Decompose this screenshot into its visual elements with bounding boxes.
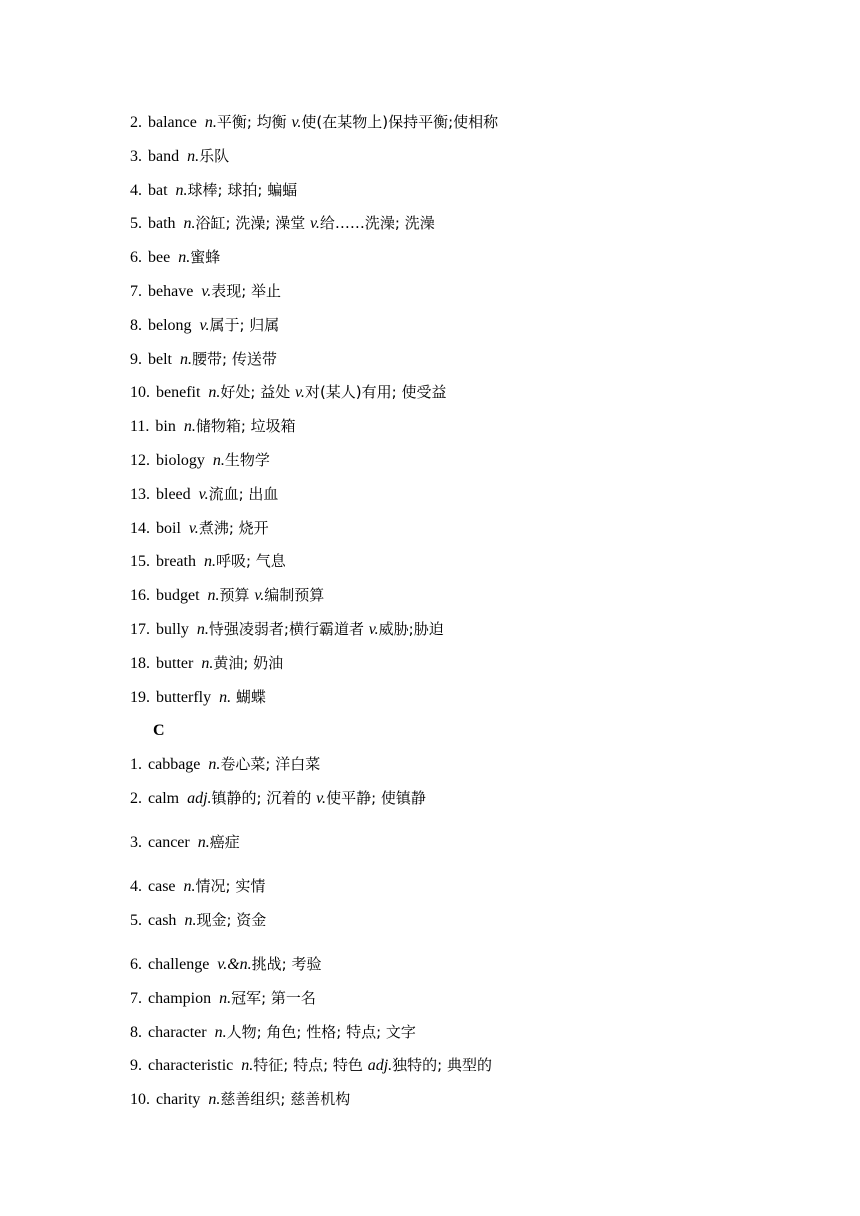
- vocab-entry: [130, 516, 269, 540]
- vocab-entry: [130, 874, 265, 898]
- part-of-speech: v.: [295, 384, 305, 401]
- entry-number: 10.: [130, 384, 150, 401]
- part-of-speech: n.: [184, 912, 197, 929]
- entry-word: cabbage: [148, 756, 201, 773]
- part-of-speech: n.: [219, 689, 232, 706]
- entry-number: 14.: [130, 520, 150, 537]
- entry-number: 5.: [130, 912, 142, 929]
- vocab-entry: [130, 1053, 492, 1077]
- definition: 镇静的; 沉着的: [211, 789, 317, 807]
- part-of-speech: n.: [196, 621, 209, 638]
- vocab-entry: [130, 583, 324, 607]
- part-of-speech: n.: [175, 182, 188, 199]
- vocab-entry: [130, 279, 281, 303]
- part-of-speech: n.: [178, 249, 191, 266]
- definition: 生物学: [224, 451, 270, 469]
- part-of-speech: v.: [254, 587, 265, 604]
- part-of-speech: n.: [180, 351, 192, 368]
- entry-word: bath: [148, 215, 176, 232]
- definition: 人物; 角色; 性格; 特点; 文字: [226, 1023, 416, 1041]
- part-of-speech: n.: [241, 1057, 254, 1074]
- vocab-entry: [130, 786, 426, 810]
- definition: 特征; 特点; 特色: [253, 1056, 368, 1074]
- entry-number: 2.: [130, 790, 142, 807]
- part-of-speech: v.: [316, 790, 327, 807]
- entry-number: 8.: [130, 1024, 142, 1041]
- part-of-speech: n.: [219, 990, 232, 1007]
- part-of-speech: n.: [212, 452, 225, 469]
- definition: 对(某人)有用; 使受益: [304, 383, 447, 401]
- entry-number: 17.: [130, 621, 150, 638]
- definition: 好处; 益处: [220, 383, 296, 401]
- part-of-speech: v.: [291, 114, 302, 131]
- vocab-entry: [130, 144, 229, 168]
- entry-number: 11.: [130, 418, 150, 435]
- definition: 挑战; 考验: [251, 955, 322, 973]
- entry-number: 9.: [130, 1057, 142, 1074]
- entry-word: butter: [156, 655, 194, 672]
- part-of-speech: v.: [201, 283, 212, 300]
- entry-number: 4.: [130, 182, 142, 199]
- vocab-entry: [130, 830, 240, 854]
- definition: 储物箱; 垃圾箱: [195, 417, 296, 435]
- definition: 情况; 实情: [195, 877, 266, 895]
- part-of-speech: n.: [201, 655, 214, 672]
- part-of-speech: n.: [187, 148, 200, 165]
- entry-word: charity: [156, 1091, 201, 1108]
- vocab-entry: [130, 1020, 416, 1044]
- part-of-speech: n.: [183, 418, 196, 435]
- entry-number: 15.: [130, 553, 150, 570]
- definition: 慈善组织; 慈善机构: [220, 1090, 351, 1108]
- entry-number: 7.: [130, 283, 142, 300]
- entry-number: 2.: [130, 114, 142, 131]
- definition: 平衡; 均衡: [216, 113, 292, 131]
- entry-word: character: [148, 1024, 207, 1041]
- vocab-entry: [130, 245, 220, 269]
- vocab-entry: [130, 482, 278, 506]
- part-of-speech: n.: [197, 834, 210, 851]
- vocab-entry: [130, 549, 286, 573]
- entry-number: 12.: [130, 452, 150, 469]
- entry-word: belt: [148, 351, 172, 368]
- vocab-entry: [130, 347, 277, 371]
- vocab-entry: [130, 908, 266, 932]
- entry-word: bully: [156, 621, 189, 638]
- part-of-speech: v.: [188, 520, 199, 537]
- definition: 预算: [219, 586, 255, 604]
- definition: 癌症: [209, 833, 240, 851]
- part-of-speech: n.: [183, 878, 196, 895]
- definition: 乐队: [199, 147, 230, 165]
- entry-number: 1.: [130, 756, 142, 773]
- vocab-entry: [130, 617, 444, 641]
- entry-word: champion: [148, 990, 212, 1007]
- entry-word: behave: [148, 283, 194, 300]
- entry-number: 8.: [130, 317, 142, 334]
- entry-word: breath: [156, 553, 196, 570]
- entry-number: 13.: [130, 486, 150, 503]
- definition: 球棒; 球拍; 蝙蝠: [187, 181, 298, 199]
- vocab-entry: [130, 178, 297, 202]
- definition: 卷心菜; 洋白菜: [220, 755, 321, 773]
- entry-word: bee: [148, 249, 171, 266]
- part-of-speech: n.: [203, 553, 216, 570]
- part-of-speech: adj.: [367, 1057, 393, 1074]
- vocab-entry: [130, 211, 435, 235]
- entry-word: bin: [155, 418, 176, 435]
- entry-word: challenge: [148, 956, 210, 973]
- definition: 流血; 出血: [208, 485, 279, 503]
- definition: 表现; 举止: [211, 282, 282, 300]
- entry-word: balance: [148, 114, 197, 131]
- definition: 使(在某物上)保持平衡;使相称: [301, 113, 499, 131]
- entry-word: benefit: [156, 384, 201, 401]
- definition: 煮沸; 烧开: [198, 519, 269, 537]
- part-of-speech: v.&n.: [217, 956, 252, 973]
- entry-number: 16.: [130, 587, 150, 604]
- part-of-speech: n.: [208, 756, 221, 773]
- entry-number: 4.: [130, 878, 142, 895]
- entry-word: cancer: [148, 834, 190, 851]
- entry-word: cash: [148, 912, 177, 929]
- entry-word: calm: [148, 790, 180, 807]
- part-of-speech: n.: [208, 384, 221, 401]
- entry-number: 19.: [130, 689, 150, 706]
- part-of-speech: v.: [368, 621, 379, 638]
- part-of-speech: n.: [207, 587, 220, 604]
- vocab-entry: [130, 651, 283, 675]
- vocab-entry: [130, 986, 316, 1010]
- vocab-entry: [130, 313, 279, 337]
- definition: 腰带; 传送带: [192, 350, 277, 368]
- part-of-speech: v.: [309, 215, 320, 232]
- entry-number: 10.: [130, 1091, 150, 1108]
- definition: 冠军; 第一名: [231, 989, 316, 1007]
- entry-number: 5.: [130, 215, 142, 232]
- part-of-speech: adj.: [187, 790, 212, 807]
- entry-number: 6.: [130, 249, 142, 266]
- entry-number: 18.: [130, 655, 150, 672]
- entry-word: bat: [148, 182, 168, 199]
- part-of-speech: n.: [183, 215, 196, 232]
- vocab-entry: [130, 952, 321, 976]
- part-of-speech: v.: [199, 317, 210, 334]
- definition: 浴缸; 洗澡; 澡堂: [195, 214, 310, 232]
- vocab-entry: [130, 685, 266, 709]
- definition: 独特的; 典型的: [392, 1056, 492, 1074]
- entry-number: 6.: [130, 956, 142, 973]
- vocab-entry: [130, 1087, 350, 1111]
- entry-word: case: [148, 878, 176, 895]
- definition: 蝴蝶: [231, 688, 266, 706]
- definition: 编制预算: [264, 586, 325, 604]
- entry-number: 7.: [130, 990, 142, 1007]
- definition: 给……洗澡; 洗澡: [319, 214, 435, 232]
- definition: 威胁;胁迫: [378, 620, 444, 638]
- part-of-speech: n.: [214, 1024, 227, 1041]
- definition: 现金; 资金: [196, 911, 267, 929]
- section-heading: C: [153, 722, 165, 739]
- part-of-speech: n.: [208, 1091, 221, 1108]
- part-of-speech: v.: [198, 486, 209, 503]
- definition: 呼吸; 气息: [215, 552, 286, 570]
- entry-word: boil: [156, 520, 181, 537]
- part-of-speech: n.: [204, 114, 217, 131]
- vocab-entry: [130, 414, 296, 438]
- entry-word: band: [148, 148, 180, 165]
- entry-word: biology: [156, 452, 205, 469]
- vocab-entry: [130, 752, 320, 776]
- vocab-entry: [130, 380, 446, 404]
- definition: 属于; 归属: [209, 316, 280, 334]
- vocab-entry: [130, 110, 498, 134]
- entry-word: butterfly: [156, 689, 212, 706]
- entry-number: 3.: [130, 148, 142, 165]
- entry-word: budget: [156, 587, 200, 604]
- entry-word: belong: [148, 317, 192, 334]
- definition: 黄油; 奶油: [213, 654, 284, 672]
- entry-word: characteristic: [148, 1057, 234, 1074]
- entry-number: 9.: [130, 351, 142, 368]
- definition: 恃强凌弱者;横行霸道者: [208, 620, 369, 638]
- entry-number: 3.: [130, 834, 142, 851]
- definition: 蜜蜂: [190, 248, 221, 266]
- definition: 使平静; 使镇静: [326, 789, 426, 807]
- entry-word: bleed: [156, 486, 191, 503]
- vocab-entry: [130, 448, 270, 472]
